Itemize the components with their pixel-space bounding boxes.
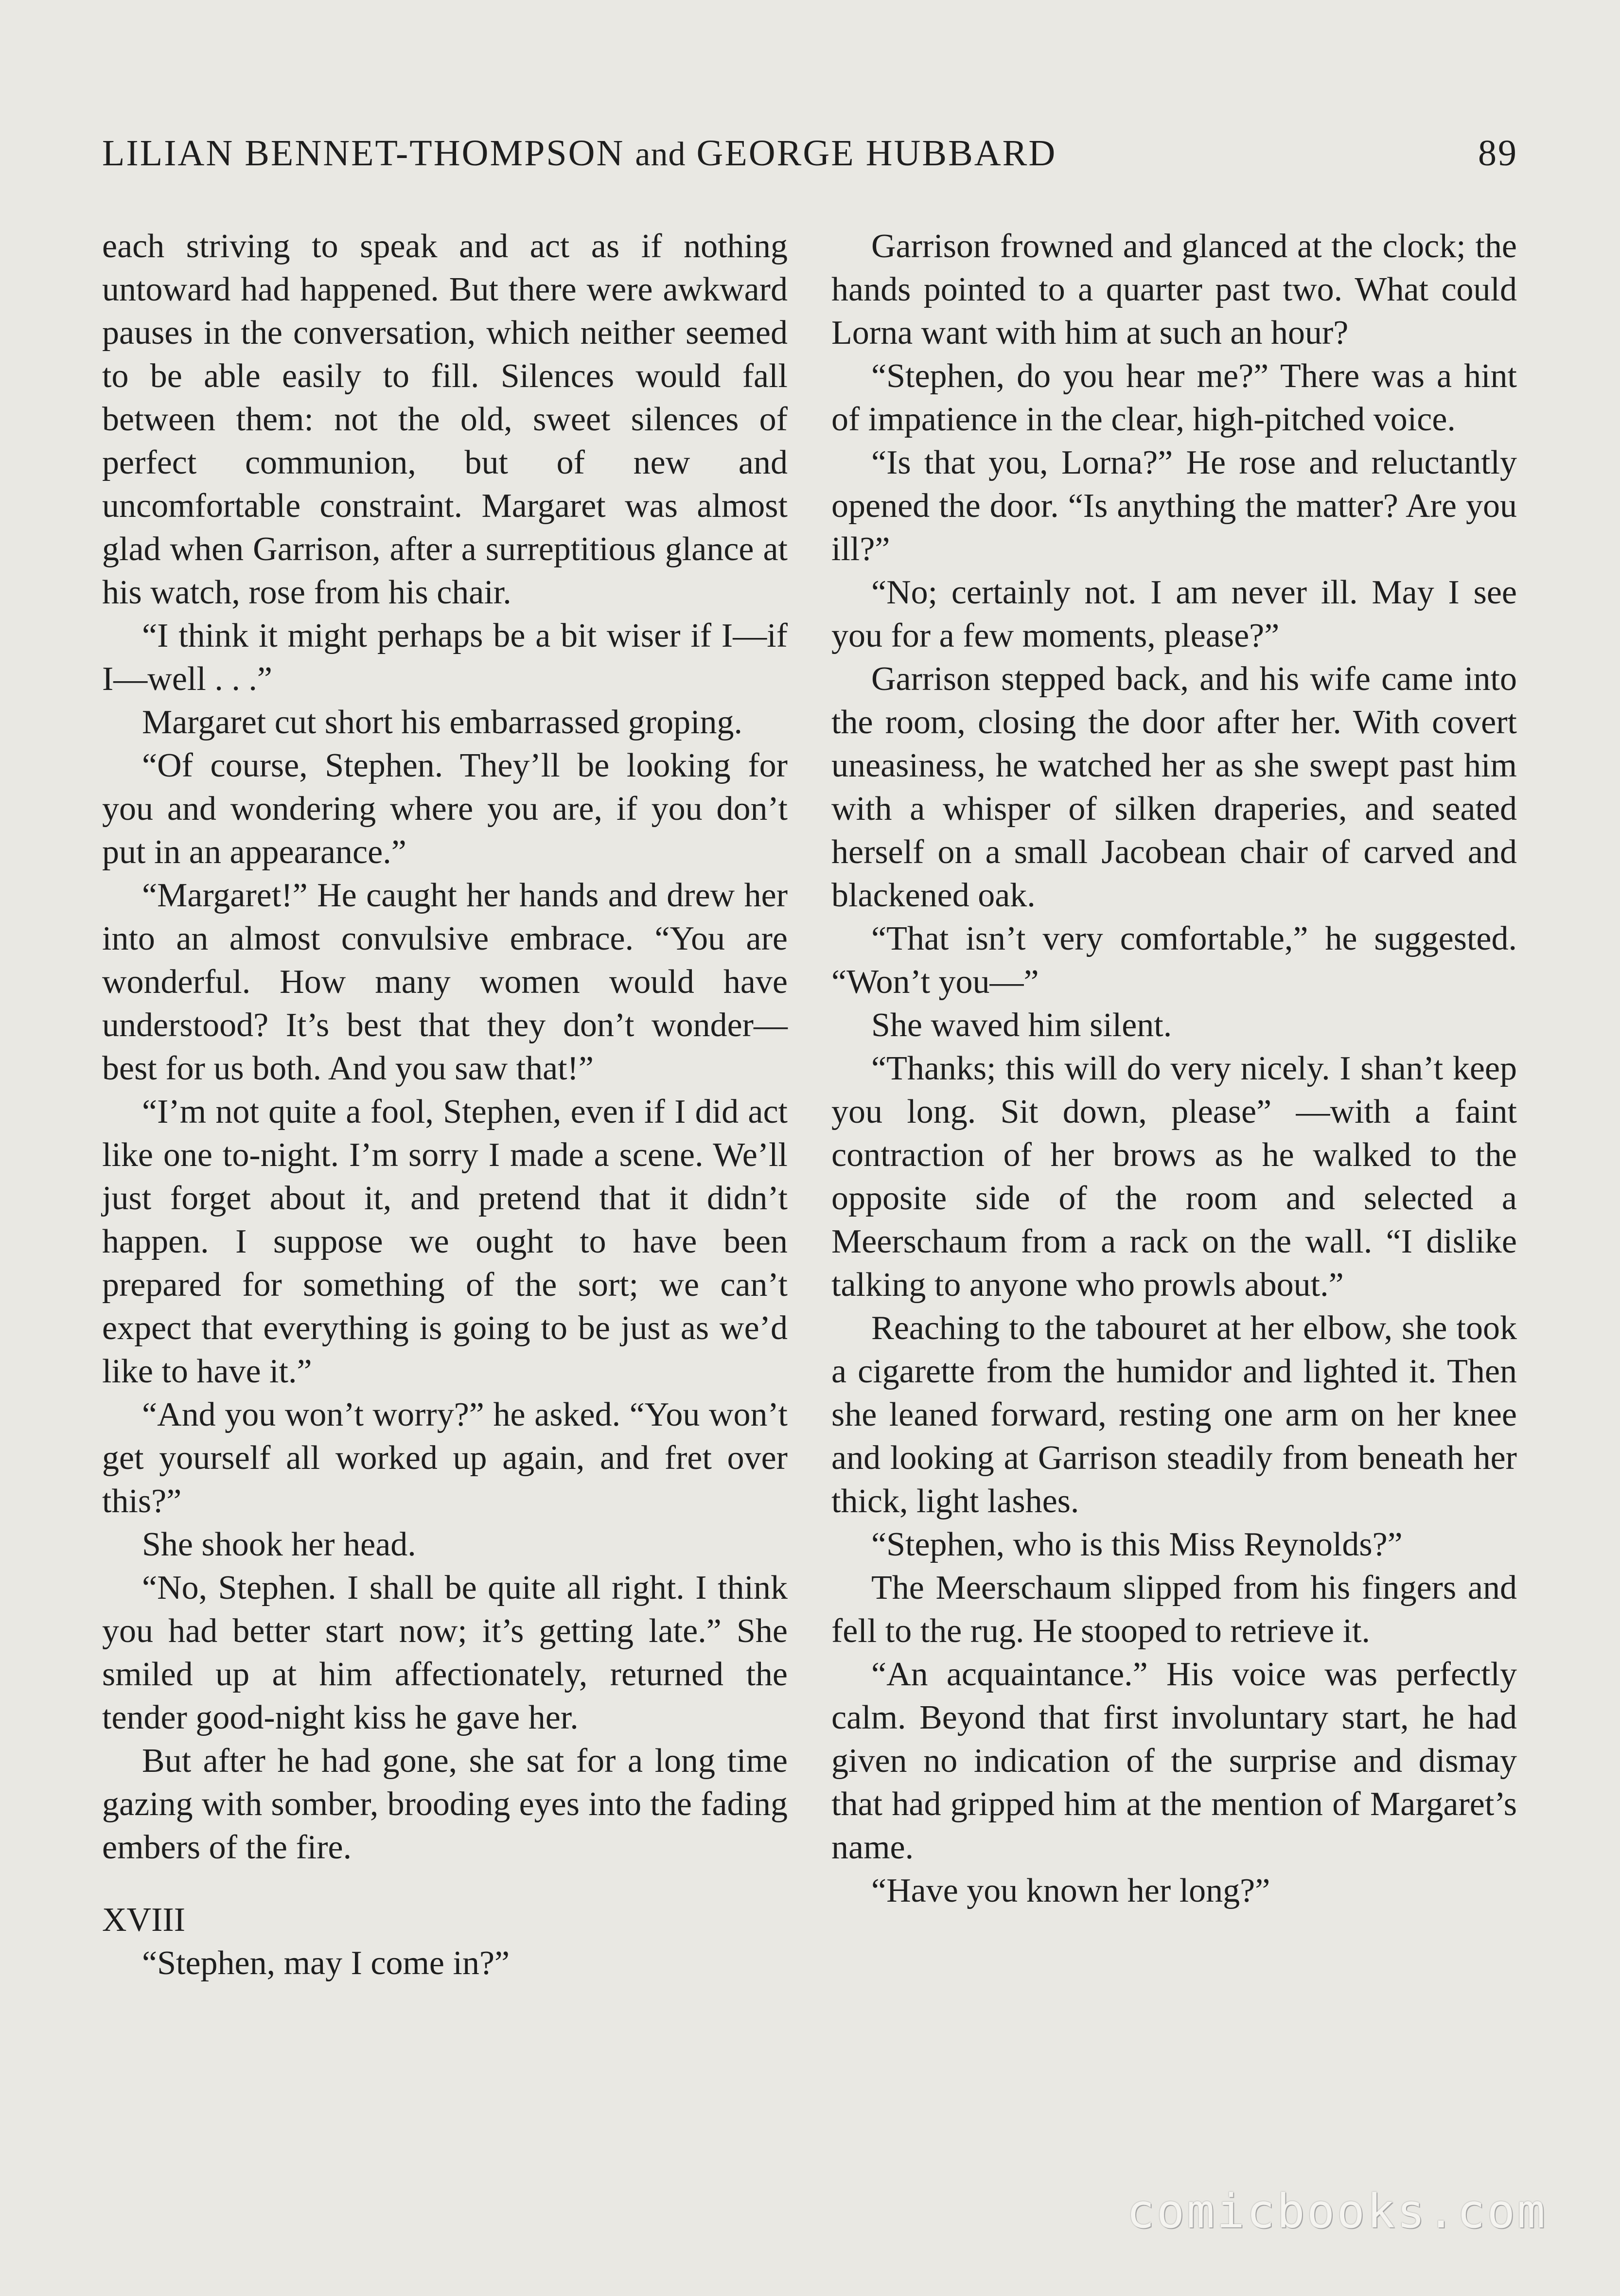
paragraph: “That isn’t very comfortable,” he suggested. “Won’t you—” [831, 920, 1517, 1001]
paragraph: “Have you known her long?” [871, 1872, 1270, 1909]
author-b: GEORGE HUBBARD [696, 133, 1057, 174]
paragraph: “No; certainly not. I am never ill. May I see you for a few moments, please?” [831, 574, 1517, 654]
paragraph: “No, Stephen. I shall be quite all right. I think you had better start now; it’s getting late.” She smiled up at him affectionately, returned the tender good-night kiss he gave her. [102, 1569, 788, 1736]
header-authors [102, 132, 1057, 175]
paragraph: “Margaret!” He caught her hands and drew her into an almost convulsive embrace. “You are wonderful. How many women would have understood? It’s best that they don’t wonder—best for us both. And you saw that!” [102, 877, 788, 1087]
paragraph: She shook her head. [142, 1526, 416, 1563]
chapter-heading: XVIII [102, 1901, 186, 1939]
paragraph: “An acquaintance.” His voice was perfectly calm. Beyond that first involuntary start, he had given no indication of the surprise and dismay that had gripped him at the mention of Margaret’s name. [831, 1656, 1517, 1866]
paragraph: “I think it might perhaps be a bit wiser if I—if I—well . . .” [102, 617, 788, 698]
paragraph: “Stephen, do you hear me?” There was a hint of impatience in the clear, high-pitched voice. [831, 357, 1517, 438]
paragraph: “Stephen, may I come in?” [142, 1944, 510, 1982]
paragraph: Garrison stepped back, and his wife came into the room, closing the door after her. With covert uneasiness, he watched her as she swept past him with a whisper of silken draperies, and seated herself on a small Jacobean chair of carved and blackened oak. [831, 660, 1517, 914]
paragraph: Reaching to the tabouret at her elbow, she took a cigarette from the humidor and lighted it. Then she leaned forward, resting one arm on her knee and looking at Garrison steadily from beneath her thick, light lashes. [831, 1309, 1517, 1520]
paragraph: “And you won’t worry?” he asked. “You won’t get yourself all worked up again, and fret over this?” [102, 1396, 788, 1520]
left-column [102, 225, 788, 1985]
paragraph: The Meerschaum slipped from his fingers and fell to the rug. He stooped to retrieve it. [831, 1569, 1517, 1650]
right-column [831, 225, 1517, 1912]
paragraph: “I’m not quite a fool, Stephen, even if I did act like one to-night. I’m sorry I made a scene. We’ll just forget about it, and pretend that it didn’t happen. I suppose we ought to have been prepared for something of the sort; we can’t expect that everything is going to be just as we’d like to have it.” [102, 1093, 788, 1390]
paragraph: She waved him silent. [871, 1007, 1172, 1044]
paragraph: “Thanks; this will do very nicely. I shan’t keep you long. Sit down, please” —with a faint contraction of her brows as he walked to the opposite side of the room and selected a Meerschaum from a rack on the wall. “I dislike talking to anyone who prowls about.” [831, 1050, 1517, 1304]
paragraph: “Stephen, who is this Miss Reynolds?” [871, 1526, 1403, 1563]
paragraph: Garrison frowned and glanced at the clock; the hands pointed to a quarter past two. What could Lorna want with him at such an hour? [831, 228, 1517, 352]
page-number: 89 [1478, 133, 1518, 174]
paragraph: Margaret cut short his embarrassed groping. [142, 704, 743, 741]
paragraph: “Of course, Stephen. They’ll be looking for you and wondering where you are, if you don’t put in an appearance.” [102, 747, 788, 871]
paragraph: each striving to speak and act as if nothing untoward had happened. But there were awkward pauses in the conversation, which neither seemed to be able easily to fill. Silences would fall between them: not the old, sweet silences of perfect communion, but of new and uncomfortable constraint. Margaret was almost glad when Garrison, after a surreptitious glance at his watch, rose from his chair. [102, 228, 788, 611]
author-a: LILIAN BENNET-THOMPSON [102, 133, 625, 174]
paragraph: “Is that you, Lorna?” He rose and reluctantly opened the door. “Is anything the matter? Are you ill?” [831, 444, 1517, 568]
running-header [102, 132, 1518, 175]
author-conjunction: and [635, 136, 686, 173]
watermark: comicbooks.com [1126, 2184, 1547, 2239]
paragraph: But after he had gone, she sat for a long time gazing with somber, brooding eyes into the fading embers of the fire. [102, 1742, 788, 1866]
